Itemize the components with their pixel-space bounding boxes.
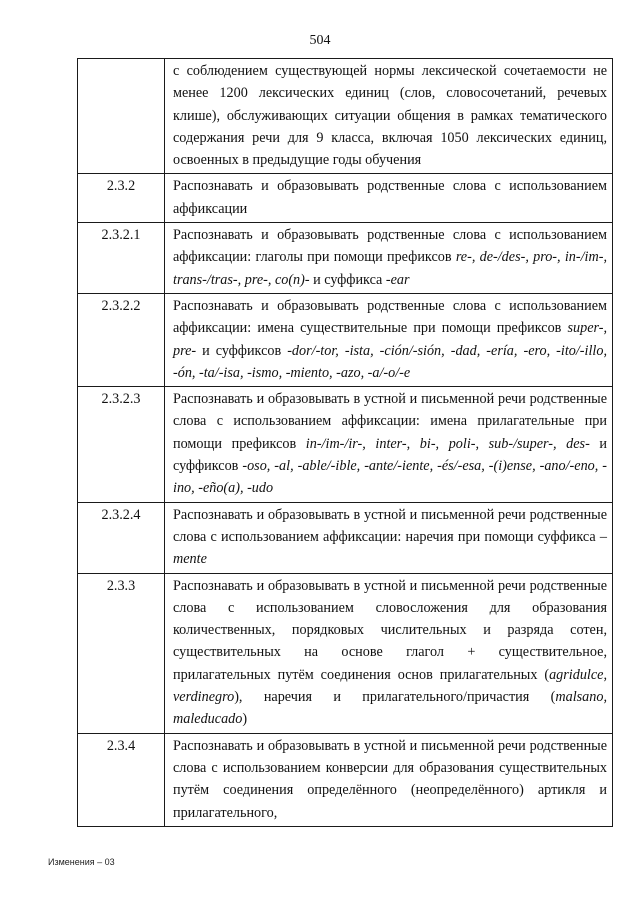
- table-row: [78, 387, 613, 502]
- text-segment: ): [242, 711, 248, 728]
- text-segment: Распознавать и образовывать в устной и письменной речи родственные слова с использованием аффиксации: наречия при помощи суффикса: [173, 506, 607, 545]
- text-segment: Распознавать и образовывать родственные слова с использованием аффиксации: глаголы при помощи префиксов: [173, 227, 607, 266]
- section-code: 2.3.2.2: [78, 293, 165, 386]
- spanish-affix-examples: -ear: [385, 271, 410, 288]
- page-number: 504: [309, 33, 331, 48]
- table-row: [78, 573, 613, 733]
- requirement-text: [165, 223, 613, 294]
- text-segment: с соблюдением существующей нормы лексической сочетаемости не менее 1200 лексических единиц (слов, словосочетаний, речевых клише), обслуживающих ситуации общения в рамках тематического содержания речи для 9 класса, включая 1050 лексических единиц, освоенных в предыдущие годы обучения: [173, 63, 607, 169]
- section-code: 2.3.2.1: [78, 223, 165, 294]
- table-row: [78, 174, 613, 223]
- table-row: [78, 223, 613, 294]
- requirement-text: [165, 573, 613, 733]
- spanish-affix-examples: -dor/-tor, -ista, -ción/-sión, -dad, -ería, -ero, -ito/-illo, -ón, -ta/-isa, -ismo, -miento, -azo, -a/-o/-e: [173, 342, 607, 381]
- requirement-text: [165, 733, 613, 826]
- spanish-affix-examples: super-, pre-: [173, 320, 607, 359]
- section-code: 2.3.2.3: [78, 387, 165, 502]
- text-segment: и суффиксов: [173, 435, 608, 475]
- text-segment: и суффикса: [309, 271, 386, 288]
- section-code: 2.3.4: [78, 733, 165, 826]
- text-segment: Распознавать и образовывать родственные слова с использованием аффиксации: имена существительные при помощи префиксов: [173, 297, 607, 337]
- footer-note: Изменения – 03: [48, 857, 115, 867]
- text-segment: ), наречия и прилагательного/причастия (: [234, 689, 556, 706]
- table-row: [78, 733, 613, 826]
- requirement-text: [165, 502, 613, 573]
- text-segment: Распознавать и образовывать в устной и письменной речи родственные слова с использованием словосложения для образования количественных, порядковых числительных и разряда сотен, существительных на основе глагол + существительное, прилагательных путём соединения основ прилагательных (: [173, 577, 607, 683]
- table-row: [78, 502, 613, 573]
- text-segment: и суффиксов: [196, 342, 288, 359]
- table-row: [78, 59, 613, 174]
- text-segment: Распознавать и образовывать в устной и письменной речи родственные слова с использованием аффиксации: имена прилагательные при помощи префиксов: [173, 391, 607, 452]
- text-segment: Распознавать и образовывать родственные слова с использованием аффиксации: [173, 178, 607, 217]
- section-code: 2.3.2: [78, 174, 165, 223]
- section-code: [78, 59, 165, 174]
- requirement-text: [165, 293, 613, 386]
- spanish-affix-examples: malsano, maleducado: [173, 689, 607, 728]
- spanish-affix-examples: re-, de-/des-, pro-, in-/im-, trans-/tras-, pre-, co(n)-: [173, 249, 607, 288]
- text-segment: Распознавать и образовывать в устной и письменной речи родственные слова с использованием конверсии для образования существительных путём соединения определённого (неопределённого) артикля и прилагательного,: [173, 737, 607, 821]
- requirement-text: [165, 387, 613, 502]
- spanish-affix-examples: in-/im-/ir-, inter-, bi-, poli-, sub-/super-, des-: [305, 435, 590, 452]
- section-code: 2.3.2.4: [78, 502, 165, 573]
- section-code: 2.3.3: [78, 573, 165, 733]
- requirement-text: [165, 174, 613, 223]
- spanish-affix-examples: agridulce, verdinegro: [173, 666, 607, 706]
- table-row: [78, 293, 613, 386]
- spanish-affix-examples: –mente: [173, 528, 607, 568]
- content-table: [77, 58, 613, 827]
- requirement-text: [165, 59, 613, 174]
- spanish-affix-examples: -oso, -al, -able/-ible, -ante/-iente, -és/-esa, -(i)ense, -ano/-eno, -ino, -eño(a), -udo: [173, 458, 607, 497]
